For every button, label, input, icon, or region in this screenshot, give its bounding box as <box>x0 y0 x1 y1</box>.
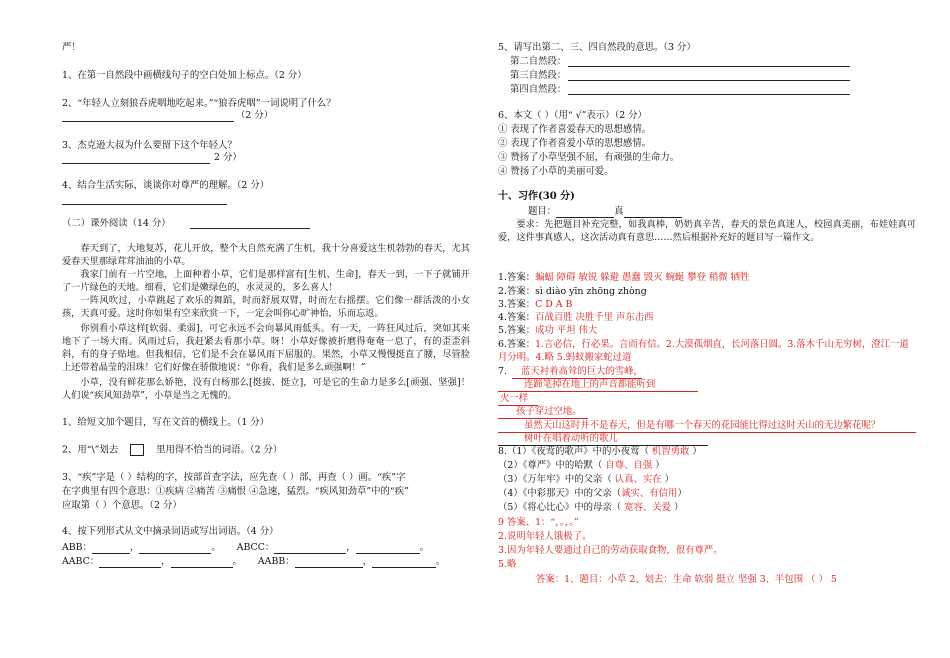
aabc-label: AABC： <box>62 556 100 567</box>
answer-key: 4.答案： <box>498 312 536 323</box>
period-mark: 。 <box>436 556 446 567</box>
section-heading: （二）课外阅读（14 分） <box>62 218 171 229</box>
answer-7-d: 孩子穿过空地。 <box>516 406 582 417</box>
answer-key: 6.答案： <box>498 339 536 350</box>
underline <box>498 391 698 392</box>
answer-8e: （5）《将心比心》中的母亲（ 宽容、关爱 ） <box>498 502 684 513</box>
period-mark: 。 <box>419 542 430 553</box>
answer-6 <box>498 339 909 351</box>
question-5: 5、请写出第二、三、四自然段的意思。（3 分） <box>498 42 696 53</box>
answer-key: 2.答案： <box>498 286 536 297</box>
text-line: 严！ <box>62 42 81 53</box>
paragraph-2-label: 第二自然段： <box>510 56 567 67</box>
title-blank-line[interactable] <box>190 228 310 229</box>
answer-line[interactable] <box>568 94 850 95</box>
answer-line[interactable] <box>568 66 850 67</box>
score-note: （2 分） <box>236 110 274 121</box>
question-2: 2、“年轻人立刻狼吞虎咽地吃起来。”“狼吞虎咽”一词说明了什么？ <box>62 98 336 109</box>
question-1: 1、在第一自然段中画横线句子的空白处加上标点。（2 分） <box>62 70 307 81</box>
passage-paragraph-4: 你别看小草这样[软弱、柔弱]，可它永远不会向暴风雨低头。有一天，一阵狂风过后，突如其来地下了一场大雨。风雨过后，我赶紧去看那小草。呀！小草好像被折磨得奄奄一息了，有的歪歪斜斜，有的身子贴地。但我相信，它们是不会在暴风雨下屈服的。果然，小草又慢慢挺直了腰，尽管脸上还带着晶莹的泪珠！它们好像在骄傲地说：“你看，我们是多么顽强啊！” <box>62 323 470 374</box>
reading-question-2 <box>62 444 282 457</box>
option-4[interactable]: ④ 赞扬了小草的美丽可爱。 <box>498 166 614 177</box>
answer-label: （5）《将心比心》中的母亲 <box>498 502 612 513</box>
answer-key: 8. <box>498 446 507 457</box>
answer-blank[interactable] <box>92 553 130 554</box>
answer-2 <box>498 286 647 298</box>
answer-1 <box>498 272 749 284</box>
option-3[interactable]: ③ 赞扬了小草坚强不屈，有顽强的生命力。 <box>498 152 680 163</box>
answer-value: 成功 平坦 伟大 <box>535 325 598 336</box>
reading-question-3-line-2: 在字典里有四个意思：①疾病 ②痛苦 ③痛恨 ④急速，猛烈。“疾风知劲草”中的“疾” <box>62 486 409 497</box>
reading-question-3-line-3: 应取第（ ）个意思。（2 分） <box>62 500 182 511</box>
answer-value: 机智勇敢 <box>651 446 690 457</box>
answer-5 <box>498 325 597 337</box>
answer-blank[interactable] <box>295 567 363 568</box>
answer-label: （2）《尊严》中的哈默 <box>498 460 594 471</box>
bracket-box-icon <box>130 444 144 456</box>
answer-9-d: 5.略 <box>498 559 517 570</box>
answer-6-cont: 月分明。4.略 5.蚂蚁搬家蛇过道 <box>498 352 632 363</box>
question-3: 3、杰克逊大叔为什么要留下这个年轻人？ <box>62 140 237 151</box>
comma-mark: ， <box>346 542 356 553</box>
paragraph-4-label: 第四自然段： <box>510 84 567 95</box>
composition-requirements: 要求：先把题目补充完整，如我真棒，奶奶真辛苦，春天的景色真迷人，校园真美丽，布娃娃真可爱，这件事真感人，这次活动真有意思……然后根据补充好的题目写一篇作文。 <box>498 219 916 243</box>
answer-8b: （2）《尊严》中的哈默（ 自尊、自强 ） <box>498 460 665 471</box>
reading-question-2-tail: 里用得不恰当的词语。（2 分） <box>156 444 283 456</box>
answer-line[interactable] <box>568 80 850 81</box>
reading-question-1: 1、给短文加个题目，写在文首的横线上。（1 分） <box>62 417 270 428</box>
aabc-row <box>62 556 445 568</box>
score-note: 2 分） <box>214 152 242 163</box>
answer-3 <box>498 299 572 311</box>
answer-8d: （4）《中彩那天》中的父亲（诚实、有信用） <box>498 488 687 499</box>
answer-value: 自尊、自强 <box>605 460 653 471</box>
section-heading: 十、习作(30 分) <box>498 191 575 202</box>
answer-blank[interactable] <box>274 553 346 554</box>
composition-title-label: 题目： <box>528 206 557 217</box>
answer-label: （4）《中彩那天》中的父亲 <box>498 488 612 499</box>
passage-paragraph-5: 小草，没有鲜花那么娇艳，没有白杨那么[挺拔、挺立]，可是它的生命力是多么[顽强、坚强]！人们说“疾风知劲草”，小草是当之无愧的。 <box>62 377 470 402</box>
answer-key: 3.答案： <box>498 299 536 310</box>
passage-paragraph-3: 一阵风吹过，小草跳起了欢乐的舞蹈，时而舒展双臂，时而左右摇摆。它们像一群活泼的小女孩，天真可爱。这时你如果有空来欣赏一下，一定会叫你心旷神怡，乐而忘返。 <box>62 295 470 320</box>
answer-8a: 8.（1）《夜莺的歌声》中的小夜莺（ 机智勇敢 ） <box>498 446 702 457</box>
comma-mark: ， <box>129 542 140 553</box>
answer-value: 蓝天衬着高耸的巨大的雪峰， <box>520 366 643 377</box>
answer-7 <box>498 366 643 378</box>
option-1[interactable]: ① 表现了作者喜爱春天的思想感情。 <box>498 124 651 135</box>
answer-line[interactable] <box>62 121 234 122</box>
answer-line[interactable] <box>62 163 210 164</box>
answer-blank[interactable] <box>372 567 436 568</box>
answer-9-c: 3.因为年轻人要通过自己的劳动获取食物，很有尊严。 <box>498 545 723 556</box>
abb-label: ABB： <box>62 542 92 553</box>
answer-9-b: 2.说明年轻人饿极了。 <box>498 531 592 542</box>
answer-value: 百战百胜 决胜千里 声东击西 <box>535 312 654 323</box>
composition-title-row <box>528 206 682 218</box>
answer-value: C D A B <box>535 299 573 310</box>
passage-paragraph-2: 我家门前有一片空地，上面种着小草，它们是那样富有[生机、生命]，春天一到，一下子就铺开了一片绿色的天地。细看，它们是嫩绿色的，水灵灵的，多么喜人！ <box>62 269 470 294</box>
answer-10: 答案：1、题目：小草 2、划去：生命 软弱 挺立 坚强 3、半包围 （ ） 5 <box>536 574 837 585</box>
reading-question-4: 4、按下列形式从文中摘录词语或写出词语。（4 分） <box>62 526 279 537</box>
composition-title-word: 真 <box>614 206 624 217</box>
answer-key: 1.答案： <box>498 272 536 283</box>
answer-9: 9 答案、1：“，。，。” <box>498 517 579 528</box>
answer-7-e: 虽然天山这时并不是春天，但是有哪一个春天的花园能比得过这时天山的无边繁花呢？ <box>524 420 881 431</box>
answer-value: sì diào yīn zhōng zhòng <box>535 286 647 297</box>
answer-label: （1）《夜莺的歌声》中的小夜莺 <box>506 446 640 457</box>
answer-7-f: 树叶在唱着动听的歌儿 <box>524 433 618 444</box>
period-mark: 。 <box>211 542 221 553</box>
question-6: 6、本文（ ）（用“ √”表示）（2 分） <box>498 110 647 121</box>
reading-question-2-lead: 2、用“\”划去 <box>62 444 119 456</box>
abb-row <box>62 542 429 554</box>
comma-mark: ， <box>362 556 372 567</box>
option-2[interactable]: ② 表现了作者喜爱小草的思想感情。 <box>498 138 651 149</box>
answer-value: 1.言必信，行必果。言而有信。2.大漠孤烟直，长河落日圆。3.落木千山无穷树，澄江一道 <box>535 339 909 350</box>
answer-key: 7. <box>498 366 507 377</box>
answer-blank[interactable] <box>171 567 233 568</box>
answer-7-b: 连蹄笔掉在地上的声音都能听到 <box>524 379 656 390</box>
answer-8c: （3）《万年牢》中的父亲（ 认真、实在 ） <box>498 474 675 485</box>
abcc-label: ABCC： <box>236 542 275 553</box>
answer-blank[interactable] <box>99 567 161 568</box>
reading-question-3-line-1: 3、“疾”字是（ ）结构的字，按部首查字法，应先查（ ）部，再查（ ）画。“疾”字 <box>62 472 406 483</box>
period-mark: 。 <box>232 556 242 567</box>
paragraph-3-label: 第三自然段： <box>510 70 567 81</box>
question-4: 4、结合生活实际，谈谈你对尊严的理解。（2 分） <box>62 180 270 191</box>
answer-value: 宽容、关爱 <box>624 502 672 513</box>
answer-blank[interactable] <box>139 553 211 554</box>
answer-blank[interactable] <box>356 553 420 554</box>
underline <box>498 418 588 419</box>
answer-value: 认真、实在 <box>614 474 662 485</box>
answer-value: 蝙蝠 障碍 敏锐 躲避 愚蠢 毁灭 蜿蜒 攀登 稍微 牺牲 <box>535 272 750 283</box>
answer-line[interactable] <box>62 204 227 205</box>
answer-label: （3）《万年牢》中的父亲 <box>498 474 603 485</box>
passage-paragraph-1: 春天到了，大地复苏，花儿开放，整个大自然充满了生机，我十分喜爱这生机勃勃的春天，尤其爱春天里那绿茸茸油油的小草。 <box>62 243 470 268</box>
comma-mark: ， <box>161 556 171 567</box>
answer-7-c: 火一样 <box>500 393 529 404</box>
answer-key: 5.答案： <box>498 325 536 336</box>
aabb-label: AABB： <box>257 556 295 567</box>
answer-value: 诚实、有信用 <box>621 488 678 499</box>
answer-4 <box>498 312 654 324</box>
